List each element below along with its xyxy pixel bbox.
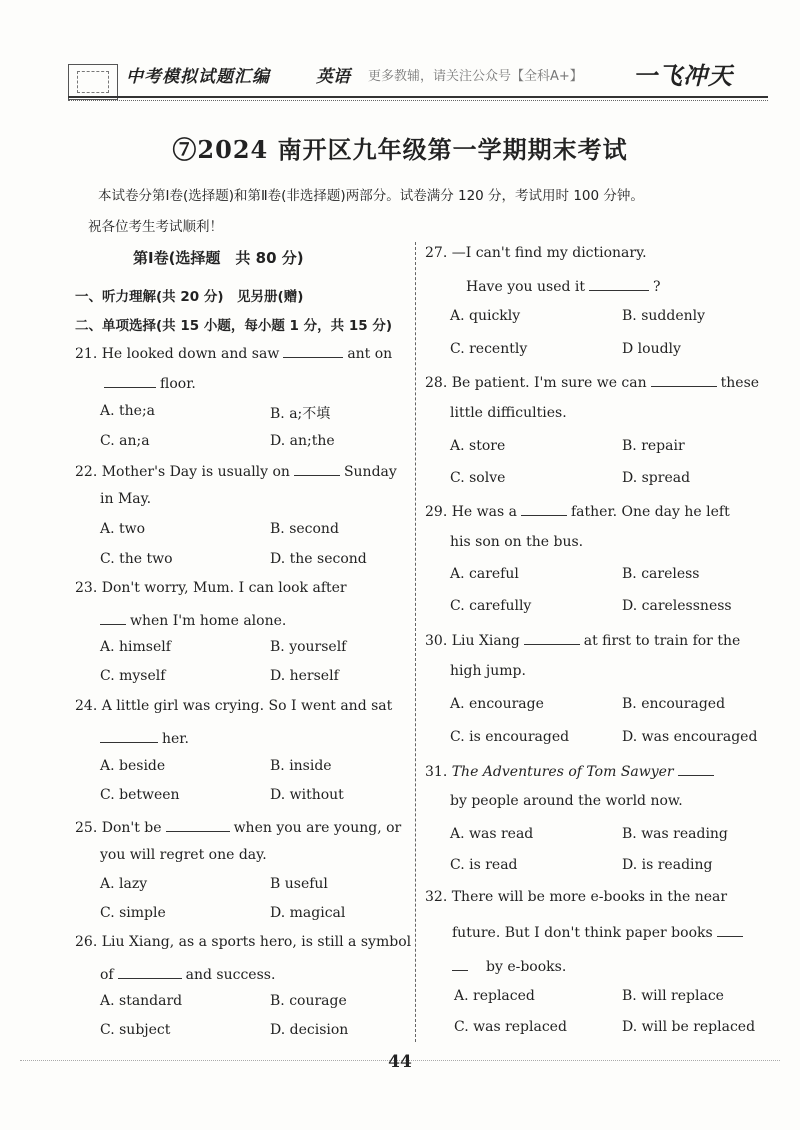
q30-text-a: 30. Liu Xiang xyxy=(425,633,520,649)
q24-text: her. xyxy=(162,731,189,747)
q21-text-b: ant on xyxy=(347,346,393,362)
q32-option-a: A. replaced xyxy=(454,988,535,1004)
q26-stem-2 xyxy=(100,964,275,983)
q26-text-b: and success. xyxy=(185,967,276,983)
header-subject: 英语 xyxy=(316,67,350,87)
intro-line-2: 祝各位考生考试顺利！ xyxy=(88,219,223,235)
q28-text-b: these xyxy=(720,375,760,391)
q21-stem-2 xyxy=(100,373,196,392)
q24-stem: 24. A little girl was crying. So I went and sat xyxy=(75,698,393,714)
q31-option-d: D. is reading xyxy=(622,857,713,873)
q29-text-b: father. One day he left xyxy=(570,504,730,520)
q24-stem-2 xyxy=(100,728,189,747)
q21-stem xyxy=(75,343,392,362)
q30-blank xyxy=(524,630,580,645)
q31-option-b: B. was reading xyxy=(622,826,728,842)
q23-stem: 23. Don't worry, Mum. I can look after xyxy=(75,580,347,596)
header-brand: 一飞冲天 xyxy=(633,61,733,90)
q25-text-b: when you are young, or xyxy=(233,820,402,836)
q26-text-a: of xyxy=(100,967,114,983)
q25-option-b: B useful xyxy=(270,876,328,892)
q32-option-b: B. will replace xyxy=(622,988,724,1004)
q25-option-c: C. simple xyxy=(100,905,166,921)
part1-heading: 第Ⅰ卷(选择题 共 80 分) xyxy=(133,249,304,267)
header-divider xyxy=(68,96,768,98)
page-number: 44 xyxy=(388,1052,412,1072)
q28-option-d: D. spread xyxy=(622,470,691,486)
intro-line-1: 本试卷分第Ⅰ卷(选择题)和第Ⅱ卷(非选择题)两部分。试卷满分 120 分，考试用时 100 分钟。 xyxy=(98,188,644,204)
q32-text-b: by e-books. xyxy=(486,959,567,975)
q22-option-b: B. second xyxy=(270,521,339,537)
q27-text-b: ? xyxy=(653,279,661,295)
q21-blank-1 xyxy=(283,343,343,358)
q28-stem xyxy=(425,372,759,391)
q27-stem-2 xyxy=(466,276,661,295)
q31-option-c: C. is read xyxy=(450,857,518,873)
q28-blank xyxy=(651,372,717,387)
q22-option-a: A. two xyxy=(100,521,146,537)
q25-option-a: A. lazy xyxy=(100,876,148,892)
q26-option-d: D. decision xyxy=(270,1022,349,1038)
q31-stem-2: by people around the world now. xyxy=(450,793,683,809)
q24-option-d: D. without xyxy=(270,787,344,803)
q32-option-c: C. was replaced xyxy=(454,1019,567,1035)
q24-option-c: C. between xyxy=(100,787,180,803)
listening-heading: 一、听力理解(共 20 分) 见另册(赠) xyxy=(75,289,304,305)
q29-text-a: 29. He was a xyxy=(425,504,517,520)
q21-option-c: C. an;a xyxy=(100,433,150,449)
q29-option-b: B. careless xyxy=(622,566,700,582)
q23-option-d: D. herself xyxy=(270,668,339,684)
single-choice-heading: 二、单项选择(共 15 小题，每小题 1 分，共 15 分) xyxy=(75,318,393,334)
q30-stem xyxy=(425,630,740,649)
q29-option-a: A. careful xyxy=(450,566,519,582)
q32-stem-2 xyxy=(452,922,747,941)
q27-option-d: D loudly xyxy=(622,341,681,357)
q30-option-b: B. encouraged xyxy=(622,696,726,712)
q31-number: 31. xyxy=(425,764,448,780)
q28-option-a: A. store xyxy=(450,438,506,454)
q25-text-a: 25. Don't be xyxy=(75,820,162,836)
q27-blank xyxy=(589,276,649,291)
q22-option-c: C. the two xyxy=(100,551,173,567)
q31-book-title: The Adventures of Tom Sawyer xyxy=(451,764,674,780)
q22-stem-2: in May. xyxy=(100,491,152,507)
q28-option-c: C. solve xyxy=(450,470,506,486)
q24-option-a: A. beside xyxy=(100,758,166,774)
header-title: 中考模拟试题汇编 xyxy=(126,67,270,87)
q21-option-a: A. the;a xyxy=(100,403,156,419)
q28-stem-2: little difficulties. xyxy=(450,405,567,421)
q23-blank xyxy=(100,610,126,625)
q30-stem-2: high jump. xyxy=(450,663,526,679)
q30-text-b: at first to train for the xyxy=(583,633,741,649)
header-divider-dotted xyxy=(68,100,768,102)
q26-option-b: B. courage xyxy=(270,993,347,1009)
q31-blank xyxy=(678,761,714,776)
q26-option-a: A. standard xyxy=(100,993,183,1009)
q23-option-c: C. myself xyxy=(100,668,166,684)
header-promo: 更多教辅，请关注公众号【全科A+】 xyxy=(368,69,583,84)
q28-text-a: 28. Be patient. I'm sure we can xyxy=(425,375,647,391)
exam-title: ⑦2024 南开区九年级第一学期期末考试 xyxy=(172,135,628,164)
q29-option-d: D. carelessness xyxy=(622,598,732,614)
q29-option-c: C. carefully xyxy=(450,598,532,614)
q26-option-c: C. subject xyxy=(100,1022,171,1038)
q26-blank xyxy=(118,964,182,979)
q27-text-a: Have you used it xyxy=(466,279,586,295)
q22-blank xyxy=(294,461,340,476)
q23-text: when I'm home alone. xyxy=(130,613,287,629)
q23-stem-2 xyxy=(100,610,286,629)
q27-stem: 27. —I can't find my dictionary. xyxy=(425,245,647,261)
q22-text-b: Sunday xyxy=(343,464,397,480)
q32-blank-1 xyxy=(717,922,743,937)
exam-intro xyxy=(88,181,770,243)
q29-stem xyxy=(425,501,730,520)
q30-option-a: A. encourage xyxy=(450,696,544,712)
q29-blank xyxy=(521,501,567,516)
q32-option-d: D. will be replaced xyxy=(622,1019,756,1035)
q23-option-b: B. yourself xyxy=(270,639,347,655)
q30-option-c: C. is encouraged xyxy=(450,729,570,745)
q23-option-a: A. himself xyxy=(100,639,171,655)
q29-stem-2: his son on the bus. xyxy=(450,534,584,550)
q27-option-c: C. recently xyxy=(450,341,528,357)
q22-stem xyxy=(75,461,397,480)
q28-option-b: B. repair xyxy=(622,438,685,454)
logo-icon xyxy=(68,64,118,100)
q25-option-d: D. magical xyxy=(270,905,346,921)
q25-stem xyxy=(75,817,401,836)
q32-stem-3 xyxy=(452,956,566,975)
q21-option-b: B. a;不填 xyxy=(270,406,331,422)
q31-option-a: A. was read xyxy=(450,826,534,842)
q27-option-b: B. suddenly xyxy=(622,308,706,324)
q24-blank xyxy=(100,728,158,743)
q22-text-a: 22. Mother's Day is usually on xyxy=(75,464,290,480)
q21-blank-2 xyxy=(104,373,156,388)
q21-option-d: D. an;the xyxy=(270,433,335,449)
q21-text-a: 21. He looked down and saw xyxy=(75,346,280,362)
q30-option-d: D. was encouraged xyxy=(622,729,758,745)
q24-option-b: B. inside xyxy=(270,758,332,774)
page-header xyxy=(68,54,768,98)
q31-stem xyxy=(425,761,718,780)
q25-stem-2: you will regret one day. xyxy=(100,847,267,863)
q32-text-a: future. But I don't think paper books xyxy=(452,925,713,941)
q32-blank-2 xyxy=(452,956,468,971)
q27-option-a: A. quickly xyxy=(450,308,521,324)
q22-option-d: D. the second xyxy=(270,551,367,567)
column-divider xyxy=(415,242,416,1042)
q26-stem: 26. Liu Xiang, as a sports hero, is still a symbol xyxy=(75,934,412,950)
q32-stem: 32. There will be more e-books in the near xyxy=(425,889,728,905)
q21-text-c: floor. xyxy=(160,376,196,392)
q25-blank xyxy=(166,817,230,832)
